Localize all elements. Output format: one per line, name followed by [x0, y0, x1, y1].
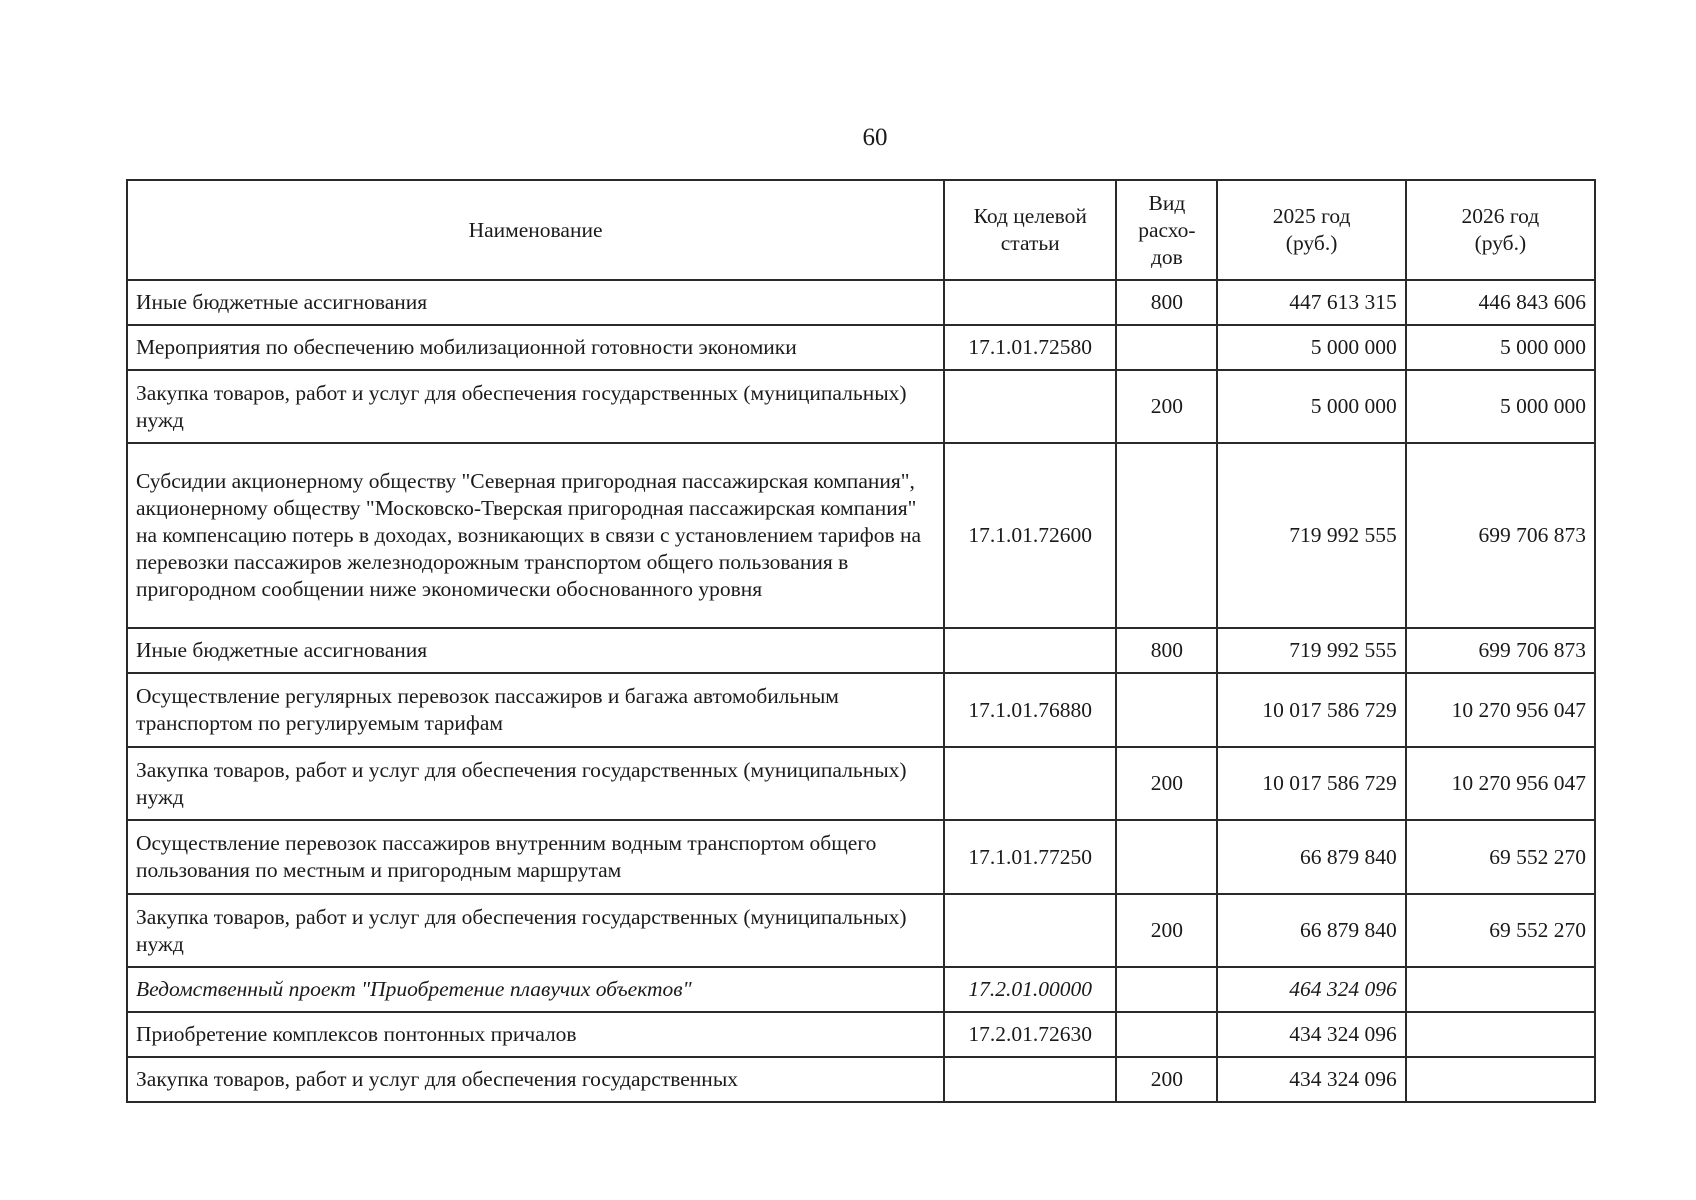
row-name: Иные бюджетные ассигнования: [127, 280, 944, 325]
row-code: [944, 747, 1116, 820]
row-code: 17.1.01.77250: [944, 820, 1116, 894]
header-year-2026: 2026 год (руб.): [1406, 180, 1595, 280]
header-name: Наименование: [127, 180, 944, 280]
table-row: [127, 673, 1595, 747]
table-row: [127, 443, 1595, 628]
row-code: [944, 280, 1116, 325]
header-year-2025: 2025 год (руб.): [1217, 180, 1405, 280]
row-2025: 10 017 586 729: [1217, 747, 1405, 820]
row-2025: 10 017 586 729: [1217, 673, 1405, 747]
row-type: [1116, 820, 1217, 894]
row-type: 200: [1116, 747, 1217, 820]
table-row: [127, 325, 1595, 370]
row-type: 800: [1116, 280, 1217, 325]
row-type: 200: [1116, 894, 1217, 967]
header-type: Вид расхо-дов: [1116, 180, 1217, 280]
row-2025: 719 992 555: [1217, 443, 1405, 628]
row-2026: 69 552 270: [1406, 820, 1595, 894]
row-name: Ведомственный проект "Приобретение плавучих объектов": [127, 967, 944, 1012]
row-name: Приобретение комплексов понтонных причалов: [127, 1012, 944, 1057]
row-2025: 434 324 096: [1217, 1012, 1405, 1057]
row-2026: 5 000 000: [1406, 325, 1595, 370]
row-2026: [1406, 1012, 1595, 1057]
row-type: [1116, 1012, 1217, 1057]
row-2025: 66 879 840: [1217, 894, 1405, 967]
row-type: [1116, 967, 1217, 1012]
table-header-row: [127, 180, 1595, 280]
row-code: [944, 1057, 1116, 1102]
table-row: [127, 894, 1595, 967]
row-2025: 66 879 840: [1217, 820, 1405, 894]
row-code: [944, 628, 1116, 673]
row-2026: [1406, 1057, 1595, 1102]
table-row: [127, 370, 1595, 443]
row-name: Мероприятия по обеспечению мобилизационной готовности экономики: [127, 325, 944, 370]
row-type: [1116, 325, 1217, 370]
row-code: 17.1.01.76880: [944, 673, 1116, 747]
row-2026: 10 270 956 047: [1406, 747, 1595, 820]
row-2026: 699 706 873: [1406, 628, 1595, 673]
table-row: [127, 1012, 1595, 1057]
row-2025: 434 324 096: [1217, 1057, 1405, 1102]
page-number: 60: [862, 124, 888, 151]
row-name: Иные бюджетные ассигнования: [127, 628, 944, 673]
row-name: Закупка товаров, работ и услуг для обеспечения государственных (муниципальных) нужд: [127, 894, 944, 967]
table-row: [127, 280, 1595, 325]
row-code: 17.2.01.72630: [944, 1012, 1116, 1057]
row-2025: 447 613 315: [1217, 280, 1405, 325]
table-row-project: [127, 967, 1595, 1012]
row-type: [1116, 443, 1217, 628]
table-row: [127, 747, 1595, 820]
row-code: 17.1.01.72580: [944, 325, 1116, 370]
row-code: 17.1.01.72600: [944, 443, 1116, 628]
budget-table: [126, 179, 1596, 1103]
row-code: [944, 370, 1116, 443]
row-2026: 446 843 606: [1406, 280, 1595, 325]
table-row: [127, 820, 1595, 894]
row-name: Осуществление регулярных перевозок пассажиров и багажа автомобильным транспортом по регулируемым тарифам: [127, 673, 944, 747]
row-2025: 5 000 000: [1217, 370, 1405, 443]
header-code: Код целевой статьи: [944, 180, 1116, 280]
row-name: Субсидии акционерному обществу "Северная пригородная пассажирская компания", акционерному обществу "Московско-Тверская пригородная пассажирская компания" на компенсацию потерь в доходах, возникающих в связи с установлением тарифов на перевозки пассажиров железнодорожным транспортом общего пользования в пригородном сообщении ниже экономически обоснованного уровня: [127, 443, 944, 628]
row-code: [944, 894, 1116, 967]
row-code: 17.2.01.00000: [944, 967, 1116, 1012]
row-type: 800: [1116, 628, 1217, 673]
row-2025: 719 992 555: [1217, 628, 1405, 673]
row-2026: [1406, 967, 1595, 1012]
row-2025: 5 000 000: [1217, 325, 1405, 370]
row-name: Закупка товаров, работ и услуг для обеспечения государственных: [127, 1057, 944, 1102]
row-type: [1116, 673, 1217, 747]
row-type: 200: [1116, 370, 1217, 443]
row-2026: 699 706 873: [1406, 443, 1595, 628]
table-row: [127, 1057, 1595, 1102]
table-row: [127, 628, 1595, 673]
row-2026: 5 000 000: [1406, 370, 1595, 443]
row-name: Закупка товаров, работ и услуг для обеспечения государственных (муниципальных) нужд: [127, 370, 944, 443]
row-2026: 10 270 956 047: [1406, 673, 1595, 747]
row-2026: 69 552 270: [1406, 894, 1595, 967]
row-type: 200: [1116, 1057, 1217, 1102]
row-name: Осуществление перевозок пассажиров внутренним водным транспортом общего пользования по местным и пригородным маршрутам: [127, 820, 944, 894]
row-2025: 464 324 096: [1217, 967, 1405, 1012]
row-name: Закупка товаров, работ и услуг для обеспечения государственных (муниципальных) нужд: [127, 747, 944, 820]
